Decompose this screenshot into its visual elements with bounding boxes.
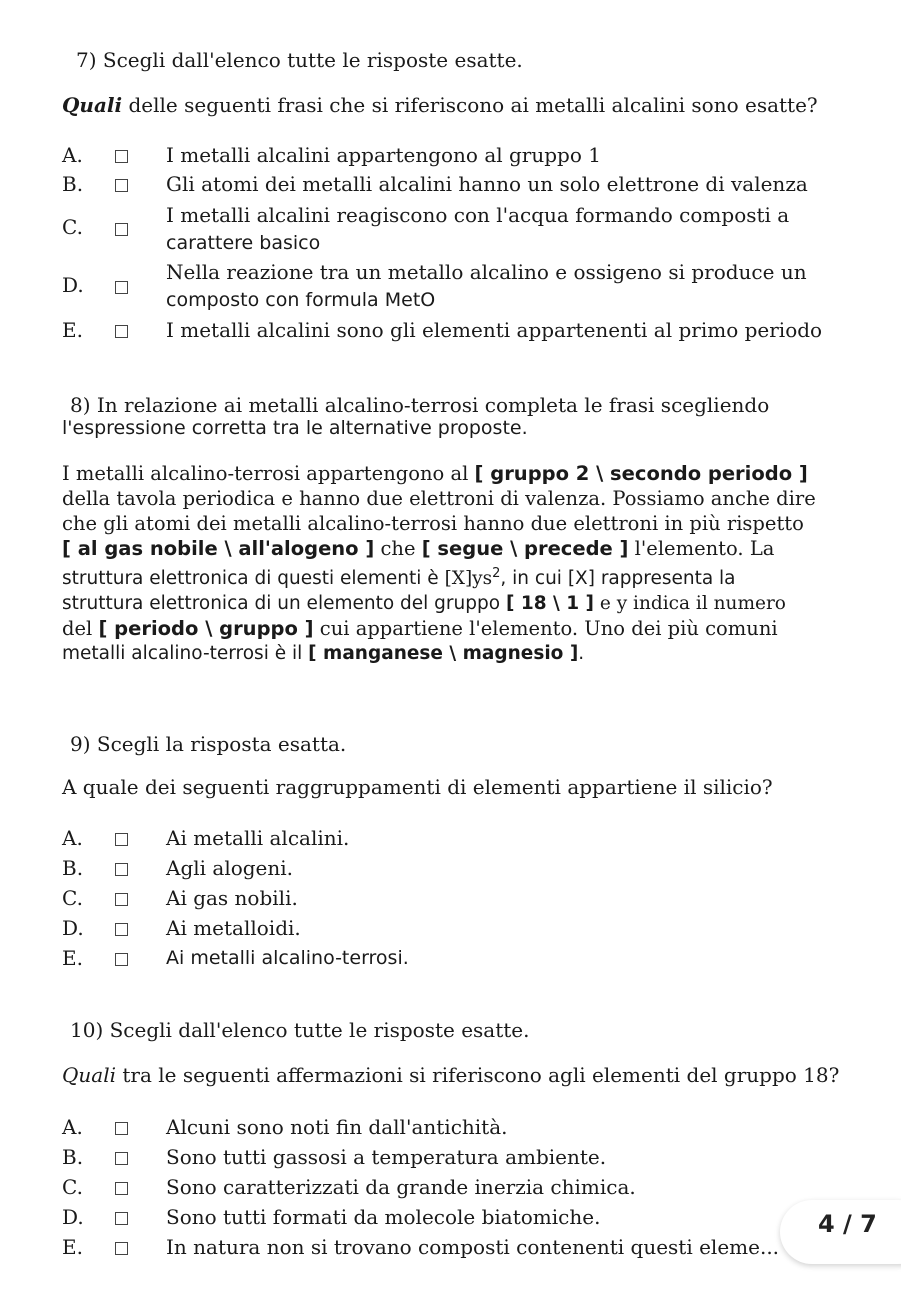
option-text: Alcuni sono noti fin dall'antichità. bbox=[166, 1115, 508, 1139]
q10-prompt bbox=[62, 1063, 839, 1087]
option-text: I metalli alcalini reagiscono con l'acqua formando composti a bbox=[166, 203, 790, 227]
q7-checkbox-d[interactable] bbox=[115, 281, 128, 294]
q7-title: 7) Scegli dall'elenco tutte le risposte esatte. bbox=[76, 48, 523, 72]
option-letter: A. bbox=[62, 1115, 83, 1139]
q10-checkbox-c[interactable] bbox=[115, 1182, 128, 1195]
formula-superscript: 2 bbox=[492, 566, 501, 581]
text-line: che gli atomi dei metalli alcalino-terrosi hanno due elettroni in più rispetto bbox=[62, 512, 804, 535]
q7-prompt-lead: Quali bbox=[62, 93, 123, 117]
text-run: cui appartiene l'elemento. Uno dei più comuni bbox=[313, 617, 778, 641]
text-run: metalli alcalino-terrosi è il bbox=[62, 643, 309, 665]
choice-group-6[interactable]: [ manganese \ magnesio ] bbox=[308, 643, 579, 665]
q7-checkbox-b[interactable] bbox=[115, 179, 128, 192]
option-letter: D. bbox=[62, 1205, 84, 1229]
q7-prompt bbox=[62, 93, 818, 117]
q9-title: 9) Scegli la risposta esatta. bbox=[70, 732, 347, 756]
option-text: Ai metalli alcalini. bbox=[166, 826, 350, 850]
text-run: e y indica il numero bbox=[594, 593, 786, 615]
option-text: Sono tutti formati da molecole biatomiche. bbox=[166, 1205, 601, 1229]
option-letter: A. bbox=[62, 143, 83, 167]
q10-prompt-rest: tra le seguenti affermazioni si riferiscono agli elementi del gruppo 18? bbox=[116, 1063, 840, 1087]
q9-checkbox-e[interactable] bbox=[115, 953, 128, 966]
q8-paragraph bbox=[62, 461, 901, 666]
q7-prompt-rest: delle seguenti frasi che si riferiscono ai metalli alcalini sono esatte? bbox=[122, 93, 818, 117]
option-letter: B. bbox=[62, 1145, 84, 1169]
option-text: I metalli alcalini appartengono al gruppo 1 bbox=[166, 143, 601, 167]
text-run: del bbox=[62, 617, 99, 641]
option-text: carattere basico bbox=[166, 232, 321, 254]
option-text: Gli atomi dei metalli alcalini hanno un solo elettrone di valenza bbox=[166, 172, 808, 196]
option-letter: B. bbox=[62, 172, 84, 196]
q8-title-line-2: l'espressione corretta tra le alternative proposte. bbox=[62, 417, 528, 439]
text-run: struttura elettronica di un elemento del gruppo bbox=[62, 593, 506, 615]
page-indicator-label: 4 / 7 bbox=[818, 1210, 877, 1238]
q10-checkbox-d[interactable] bbox=[115, 1212, 128, 1225]
q10-checkbox-e[interactable] bbox=[115, 1242, 128, 1255]
q9-prompt: A quale dei seguenti raggruppamenti di elementi appartiene il silicio? bbox=[62, 775, 773, 799]
option-letter: A. bbox=[62, 826, 83, 850]
q7-checkbox-e[interactable] bbox=[115, 325, 128, 338]
q10-prompt-lead: Quali bbox=[62, 1063, 116, 1087]
option-text: Ai gas nobili. bbox=[166, 886, 298, 910]
q10-checkbox-a[interactable] bbox=[115, 1122, 128, 1135]
q9-checkbox-c[interactable] bbox=[115, 893, 128, 906]
text-run: che bbox=[374, 537, 422, 560]
choice-group-1[interactable]: [ gruppo 2 \ secondo periodo ] bbox=[474, 462, 808, 485]
option-text: Agli alogeni. bbox=[166, 856, 294, 880]
q8-title-line-1: 8) In relazione ai metalli alcalino-terrosi completa le frasi scegliendo bbox=[70, 393, 770, 417]
q9-checkbox-d[interactable] bbox=[115, 923, 128, 936]
option-letter: E. bbox=[62, 946, 83, 970]
q10-title: 10) Scegli dall'elenco tutte le risposte esatte. bbox=[70, 1018, 530, 1042]
formula: [X]ys bbox=[444, 568, 493, 590]
option-letter: D. bbox=[62, 273, 84, 297]
option-letter: C. bbox=[62, 215, 83, 239]
option-text: I metalli alcalini sono gli elementi appartenenti al primo periodo bbox=[166, 318, 823, 342]
option-text: composto con formula MetO bbox=[166, 289, 436, 311]
option-text: Ai metalli alcalino-terrosi. bbox=[166, 947, 409, 969]
text-run: , in cui [X] rappresenta la bbox=[500, 568, 736, 590]
option-text: Sono tutti gassosi a temperatura ambiente. bbox=[166, 1145, 607, 1169]
text-line: della tavola periodica e hanno due elettroni di valenza. Possiamo anche dire bbox=[62, 487, 816, 510]
q9-checkbox-a[interactable] bbox=[115, 833, 128, 846]
q10-checkbox-b[interactable] bbox=[115, 1152, 128, 1165]
text-run: I metalli alcalino-terrosi appartengono al bbox=[62, 462, 475, 485]
q7-checkbox-a[interactable] bbox=[115, 150, 128, 163]
q9-checkbox-b[interactable] bbox=[115, 863, 128, 876]
option-text: Ai metalloidi. bbox=[166, 916, 301, 940]
option-letter: C. bbox=[62, 1175, 83, 1199]
choice-group-3[interactable]: [ segue \ precede ] bbox=[421, 537, 629, 560]
choice-group-4[interactable]: [ 18 \ 1 ] bbox=[505, 593, 594, 615]
option-letter: C. bbox=[62, 886, 83, 910]
q7-checkbox-c[interactable] bbox=[115, 223, 128, 236]
choice-group-5[interactable]: [ periodo \ gruppo ] bbox=[98, 617, 314, 641]
option-letter: D. bbox=[62, 916, 84, 940]
option-text: Sono caratterizzati da grande inerzia chimica. bbox=[166, 1175, 636, 1199]
option-text: In natura non si trovano composti contenenti questi eleme... bbox=[166, 1235, 780, 1259]
option-letter: E. bbox=[62, 318, 83, 342]
option-letter: B. bbox=[62, 856, 84, 880]
page-indicator[interactable] bbox=[780, 1200, 901, 1264]
text-run: l'elemento. La bbox=[628, 537, 775, 560]
option-letter: E. bbox=[62, 1235, 83, 1259]
text-run: . bbox=[578, 643, 585, 665]
text-run: struttura elettronica di questi elementi è bbox=[62, 568, 445, 590]
choice-group-2[interactable]: [ al gas nobile \ all'alogeno ] bbox=[62, 537, 375, 560]
option-text: Nella reazione tra un metallo alcalino e ossigeno si produce un bbox=[166, 260, 807, 284]
